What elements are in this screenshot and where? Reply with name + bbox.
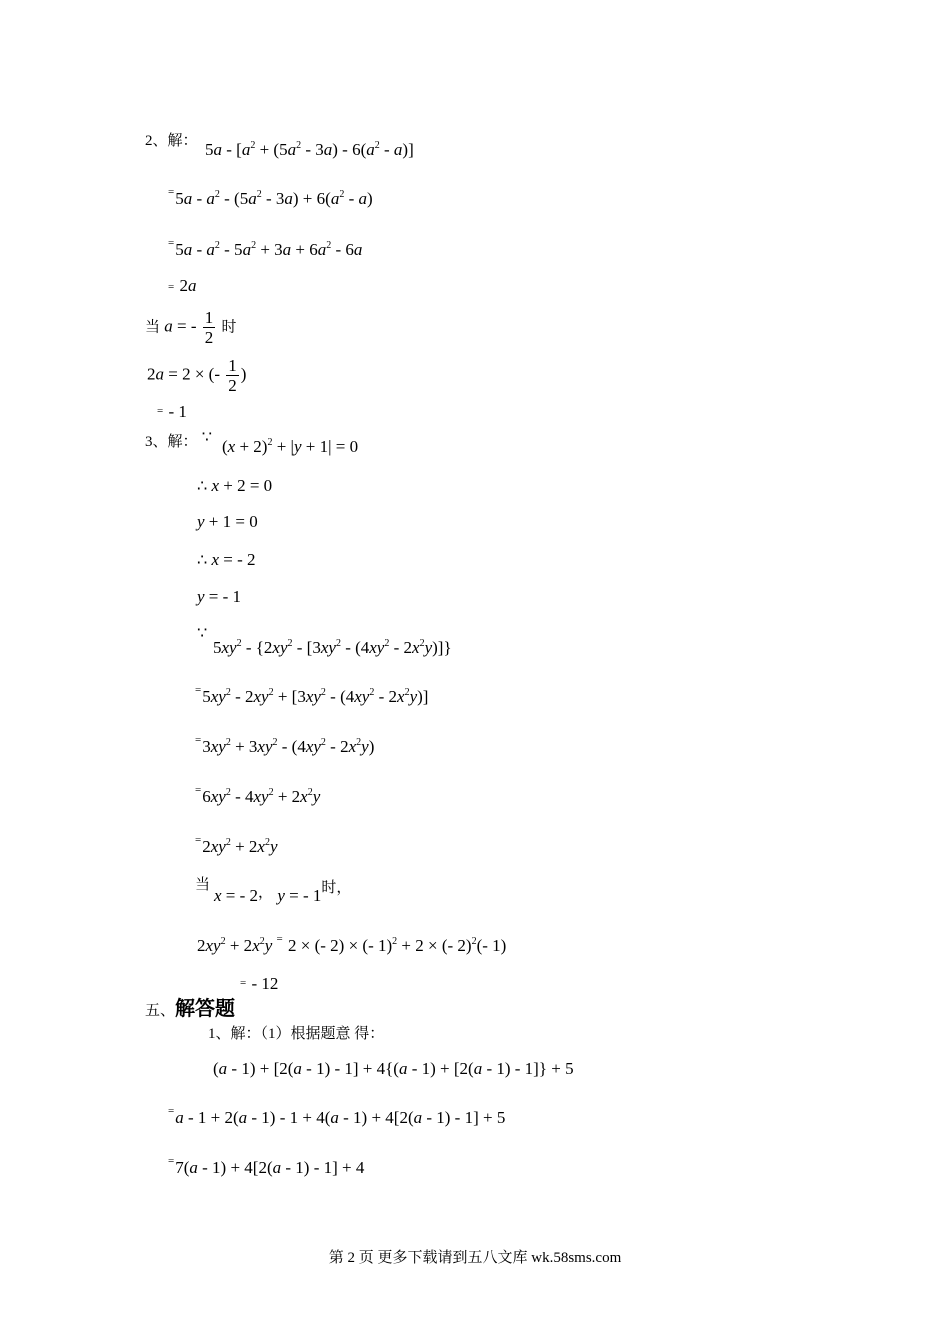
problem3-when-suffix: 时，	[321, 880, 352, 896]
section5-prefix: 五、	[145, 1003, 176, 1019]
problem3-step1: ∴ x + 2 = 0	[197, 476, 273, 495]
problem3-because2	[197, 623, 207, 643]
problem3-e2: $^=3xy^2 + 3xy^2 - (4xy^2 - 2x^2y)$	[195, 734, 375, 756]
problem2-result: = - 1	[157, 402, 187, 421]
section5-q1-e2: =7(a - 1) + 4[2(a - 1) - 1] + 4	[168, 1155, 365, 1177]
section5-q1-label: 1、解：（1）根据题意 得：	[208, 1026, 385, 1042]
problem2-label: 2、解：	[145, 133, 198, 149]
problem3-e4: $^=2xy^2 + 2x^2y$	[195, 834, 278, 856]
section5-q1-e1: =a - 1 + 2(a - 1) - 1 + 4(a - 1) + 4[2(a - 1) - 1] + 5	[168, 1105, 506, 1127]
section5-q1-expression: (a - 1) + [2(a - 1) - 1] + 4{(a - 1) + [2(a - 1) - 1]} + 5	[213, 1059, 574, 1078]
problem3-step2: y + 1 = 0	[197, 512, 258, 531]
fraction-half: $\frac{1}{2}$	[228, 356, 237, 395]
section5-heading	[145, 998, 235, 1021]
because-symbol: ∵	[197, 623, 208, 642]
problem3-e3: $^=6xy^2 - 4xy^2 + 2x^2y$	[195, 784, 321, 806]
problem2-step3: = 2a	[168, 276, 197, 295]
problem2-header	[145, 130, 198, 151]
therefore-symbol: ∴	[197, 476, 208, 495]
problem3-when	[195, 874, 210, 895]
problem2-when-prefix: 当	[145, 319, 161, 336]
problem2-result-value: - 1	[168, 402, 187, 421]
problem3-header	[145, 427, 212, 452]
therefore-symbol: ∴	[197, 550, 208, 569]
problem3-step3: ∴ x = - 2	[197, 550, 256, 569]
problem3-when-values: x = - 2， y = - 1时，	[214, 880, 352, 905]
problem3-label: 3、解：	[145, 434, 198, 450]
problem3-substitution: $2xy^2 + 2x^2y$ = 2 × (- 2) × (- 1)$^2$ + 2 × (- 2)$^2$(- 1)	[197, 933, 507, 955]
because-symbol: ∵	[201, 427, 212, 446]
problem3-expression: $5xy^2 - \{2xy^2 - [3xy^2 - (4xy^2 - 2x^2y)]\}$	[213, 638, 452, 657]
problem2-expression: $5a - [a^2 + (5a^2 - 3a) - 6(a^2 - a)]$	[205, 140, 414, 159]
problem3-condition: $(x + 2)^2 + |y + 1| = 0$	[222, 437, 359, 456]
problem3-result-value: - 12	[251, 974, 279, 993]
problem3-when-prefix: 当	[195, 877, 211, 893]
problem2-when: 当 a = - $\frac{1}{2}$ 时	[145, 308, 237, 347]
problem2-substitution: 2a = 2 × (- $\frac{1}{2}$ )	[147, 356, 247, 395]
section5-title: 解答题	[175, 996, 236, 1020]
fraction-half: $\frac{1}{2}$	[204, 308, 214, 347]
problem3-step4: y = - 1	[197, 587, 242, 606]
comma: ，	[258, 885, 274, 901]
problem3-result: = - 12	[240, 974, 279, 993]
problem3-e1: $^=5xy^2 - 2xy^2 + [3xy^2 - (4xy^2 - 2x^2y)]$	[195, 684, 429, 706]
problem2-when-suffix: 时	[221, 319, 237, 336]
page-footer: 第 2 页 更多下载请到五八文库 wk.58sms.com	[328, 1250, 622, 1266]
problem2-step2: $^=5a - a^2 - 5a^2 + 3a + 6a^2 - 6a$	[168, 237, 363, 259]
problem2-step1: $^=5a - a^2 - (5a^2 - 3a) + 6(a^2 - a)$	[168, 186, 373, 208]
